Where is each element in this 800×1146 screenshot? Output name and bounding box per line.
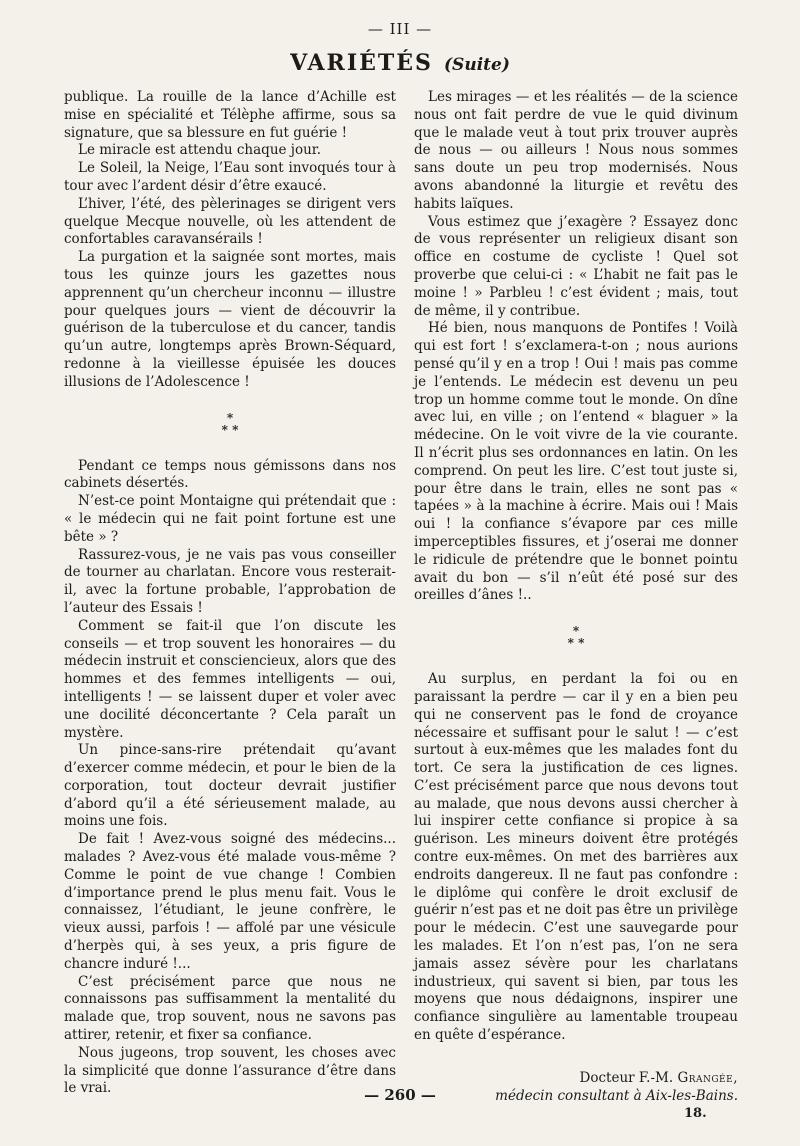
- right-column: [414, 89, 738, 1105]
- paragraph: L’hiver, l’été, des pèlerinages se dirigent vers quelque Mecque nouvelle, où les attendent de confortables caravansérails !: [64, 195, 396, 248]
- title-main: VARIÉTÉS: [290, 50, 433, 76]
- paragraph: C’est précisément parce que nous ne connaissons pas suffisamment la mentalité du malade que, trop souvent, nous ne savons pas attirer, retenir, et fixer sa confiance.: [64, 973, 396, 1044]
- separator-star-top: *: [226, 410, 234, 425]
- page-folio: — 260 —: [364, 1086, 436, 1104]
- paragraph: Rassurez-vous, je ne vais pas vous conseiller de tourner au charlatan. Encore vous resterait-il, avec la fortune probable, l’approbation de l’auteur des Essais !: [64, 546, 396, 616]
- left-column: [64, 89, 396, 1098]
- paragraph: Comment se fait-il que l’on discute les conseils — et trop souvent les honoraires — du médecin instruit et consciencieux, alors que des hommes et des femmes intelligents — oui, intelligents ! — se laissent duper et voler avec une docilité déconcertante ? Cela paraît un mystère.: [64, 617, 396, 741]
- signature-name: [414, 1069, 738, 1087]
- separator-stars-bottom: * *: [567, 636, 585, 651]
- paragraph: Le Soleil, la Neige, l’Eau sont invoqués tour à tour avec l’ardent désir d’être exaucé.: [64, 160, 396, 194]
- sheet-number: 18.: [684, 1106, 707, 1121]
- top-page-number: — III —: [367, 20, 433, 38]
- section-separator: [64, 412, 396, 436]
- paragraph: publique. La rouille de la lance d’Achille est mise en spécialité et Télèphe affirme, sous sa signature, que sa blessure en fut guérie !: [64, 89, 396, 141]
- paragraph: Hé bien, nous manquons de Pontifes ! Voilà qui est fort ! s’exclamera-t-on ; nous aurions pensé qu’il y en a trop ! Oui ! mais pas comme je l’entends. Le médecin est devenu un peu trop un homme comme tout le monde. On dîne avec lui, en ville ; on l’entend « blaguer » la médecine. On le voit vivre de la vie courante. Il n’écrit plus ses ordonnances en latin. On les comprend. On peut les lire. C’est tout juste si, pour être dans le train, elles ne sont pas « tapées » à la machine à écrire. Mais oui ! Mais oui ! la confiance s’évapore par ces mille imperceptibles fissures, et j’oserai me donner le ridicule de prétendre que le bonnet pointu avait du bon — s’il n’eût été posé sur des oreilles d’ânes !..: [414, 320, 738, 604]
- title-suffix: (Suite): [444, 55, 510, 75]
- paragraph: Nous jugeons, trop souvent, les choses avec la simplicité que donne l’assurance d’être dans le vrai.: [64, 1044, 396, 1097]
- separator-stars-bottom: * *: [221, 422, 239, 437]
- paragraph: Au surplus, en perdant la foi ou en paraissant la perdre — car il y en a bien peu qui ne conservent pas le fond de croyance nécessaire et suffisant pour le salut ! — c’est surtout à eux-mêmes que les malades font du tort. Ce sera la justification de ces lignes. C’est précisément parce que nous devons tout au malade, que nous devons aussi chercher à lui inspirer cette confiance si propice à sa guérison. Les mineurs doivent être protégés contre eux-mêmes. On met des barrières aux endroits dangereux. Il ne faut pas confondre : le diplôme qui confère le droit exclusif de guérir n’est pas et ne doit pas être un privilège pour le médecin. C’est une sauvegarde pour les malades. Et l’on n’est pas, l’on ne sera jamais assez sévère pour les charlatans industrieux, qui savent si bien, par tous les moyens que nous dédaignons, inspirer une confiance singulière au lamentable troupeau en quête d’espérance.: [414, 671, 738, 1044]
- signature-role: médecin consultant à Aix-les-Bains.: [495, 1087, 738, 1104]
- paragraph: N’est-ce point Montaigne qui prétendait que : « le médecin qui ne fait point fortune est une bête » ?: [64, 493, 396, 545]
- paragraph: Le miracle est attendu chaque jour.: [78, 142, 322, 159]
- paragraph: Un pince-sans-rire prétendait qu’avant d’exercer comme médecin, et pour le bien de la corporation, tout docteur devrait justifier d’abord qu’il a été sérieusement malade, au moins une fois.: [64, 742, 396, 830]
- section-separator: [414, 625, 738, 649]
- section-title: [0, 50, 800, 76]
- paragraph: Les mirages — et les réalités — de la science nous ont fait perdre de vue le quid divinum que le malade veut à tout prix trouver auprès de nous — ou ailleurs ! Nous nous sommes sans doute un peu trop modernisés. Nous avons abandonné la liturgie et revêtu des habits laïques.: [414, 89, 738, 212]
- signature-prefix: Docteur F.-M.: [579, 1069, 674, 1086]
- separator-star-top: *: [572, 624, 580, 639]
- paragraph: Vous estimez que j’exagère ? Essayez donc de vous représenter un religieux disant son office en costume de cycliste ! Quel sot proverbe que celui-ci : « L’habit ne fait pas le moine ! » Parbleu ! c’est évident ; mais, tout de même, il y contribue.: [414, 213, 738, 319]
- signature-surname: Grangée,: [677, 1069, 738, 1086]
- paragraph: Pendant ce temps nous gémissons dans nos cabinets désertés.: [64, 457, 396, 492]
- paragraph: La purgation et la saignée sont mortes, mais tous les quinze jours les gazettes nous apprennent qu’un chercheur inconnu — illustre pour quelques jours — vient de découvrir la guérison de la tuberculose et du cancer, tandis qu’un autre, longtemps après Brown-Séquard, redonne à la vieillesse épuisée les douces illusions de l’Adolescence !: [64, 249, 396, 390]
- paragraph: De fait ! Avez-vous soigné des médecins... malades ? Avez-vous été malade vous-même ? Comme le point de vue change ! Combien d’importance prend le plus menu fait. Vous le connaissez, l’étudiant, le jeune confrère, le vieux aussi, parfois ! — affolé par une vésicule d’herpès qui, à ses yeux, a pris figure de chancre induré !...: [64, 831, 396, 972]
